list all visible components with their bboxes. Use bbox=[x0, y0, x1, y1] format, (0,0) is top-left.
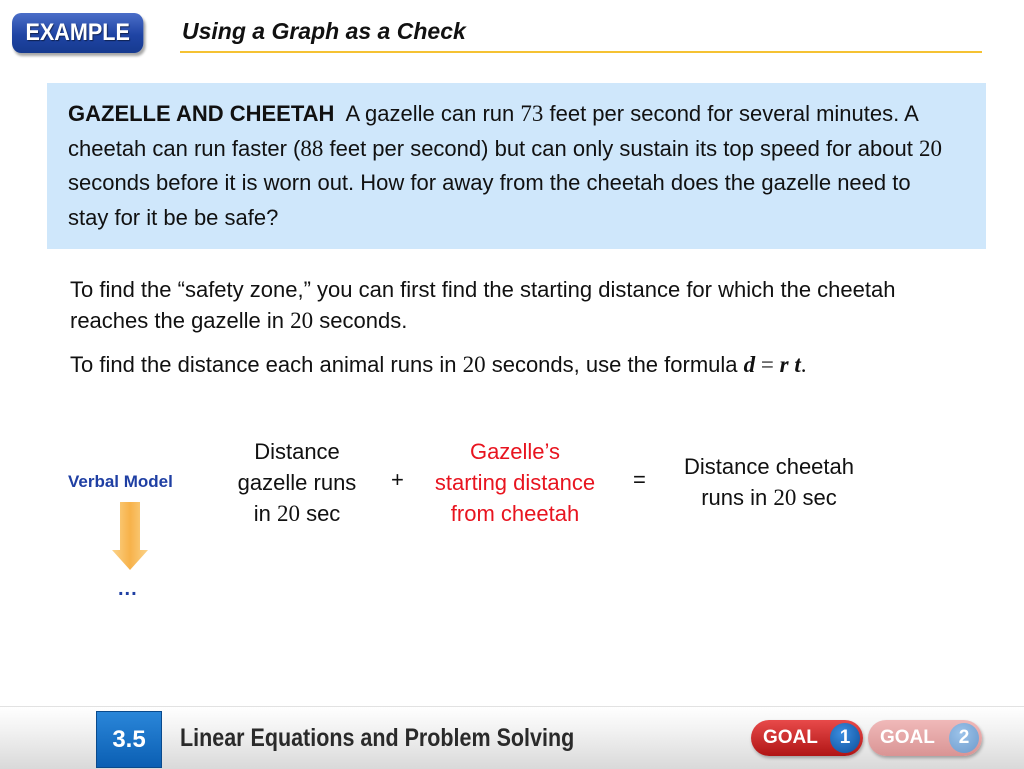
term-gazelle-distance bbox=[222, 436, 372, 529]
formula-equals: = bbox=[760, 352, 774, 377]
term-3-sec: sec bbox=[802, 485, 837, 510]
section-number-badge: 3.5 bbox=[96, 711, 162, 768]
explanation-paragraph-1 bbox=[70, 274, 960, 336]
cheetah-duration: 20 bbox=[918, 135, 942, 161]
term-3-runs-in: runs in bbox=[701, 485, 768, 510]
problem-text-3: feet per second) but can only sustain its top speed for about bbox=[329, 135, 913, 161]
term-1-line-3 bbox=[222, 498, 372, 529]
goal-1-number: 1 bbox=[830, 723, 860, 753]
equals-operator: = bbox=[633, 467, 646, 492]
paragraph-1-number: 20 bbox=[290, 308, 314, 333]
term-2-line-3: from cheetah bbox=[450, 501, 580, 526]
term-1-in: in bbox=[253, 501, 271, 526]
problem-text-4: seconds before it is worn out. How for away from the cheetah does the gazelle need to stay for it be be safe? bbox=[68, 170, 911, 230]
problem-text-1: A gazelle can run bbox=[345, 101, 515, 126]
problem-lead: GAZELLE AND CHEETAH bbox=[68, 101, 335, 126]
goal-2-button[interactable] bbox=[868, 720, 982, 756]
term-1-line-1: Distance bbox=[254, 439, 340, 464]
paragraph-1-text: To find the “safety zone,” you can first find the starting distance for which the cheetah reaches the gazelle in bbox=[70, 277, 896, 333]
formula bbox=[744, 352, 807, 377]
problem-statement bbox=[68, 97, 948, 235]
term-3-line-1: Distance cheetah bbox=[684, 454, 854, 479]
term-2-line-1: Gazelle’s bbox=[469, 439, 561, 464]
paragraph-2-mid: seconds, use the formula bbox=[491, 352, 738, 377]
paragraph-2-text: To find the distance each animal runs in bbox=[70, 352, 457, 377]
problem-text-2: feet per second for several minutes. A cheetah can run faster ( bbox=[68, 101, 918, 161]
formula-d: d bbox=[743, 352, 756, 377]
goal-1-button[interactable] bbox=[751, 720, 863, 756]
formula-period: . bbox=[800, 352, 807, 377]
lesson-title: Linear Equations and Problem Solving bbox=[180, 724, 575, 752]
verbal-model-label: Verbal Model bbox=[68, 472, 173, 491]
example-badge: EXAMPLE bbox=[12, 13, 143, 53]
cheetah-speed: 88 bbox=[300, 135, 324, 161]
term-3-line-2 bbox=[664, 482, 874, 513]
term-1-line-2: gazelle runs bbox=[237, 470, 357, 495]
term-1-number: 20 bbox=[276, 501, 300, 526]
paragraph-1-end: seconds. bbox=[319, 308, 408, 333]
goal-2-number: 2 bbox=[949, 723, 979, 753]
term-1-sec: sec bbox=[306, 501, 341, 526]
paragraph-2-number: 20 bbox=[462, 352, 486, 377]
term-starting-distance bbox=[418, 436, 612, 529]
example-title: Using a Graph as a Check bbox=[182, 18, 466, 44]
term-cheetah-distance bbox=[664, 451, 874, 513]
header-divider bbox=[180, 51, 982, 53]
down-arrow-icon bbox=[112, 502, 148, 570]
formula-rt: r t bbox=[779, 352, 801, 377]
explanation-paragraph-2 bbox=[70, 349, 960, 380]
term-2-line-2: starting distance bbox=[434, 470, 596, 495]
plus-operator: + bbox=[391, 467, 404, 492]
goal-2-label: GOAL bbox=[880, 727, 935, 748]
ellipsis: ... bbox=[118, 578, 138, 600]
goal-1-label: GOAL bbox=[763, 727, 818, 748]
gazelle-speed: 73 bbox=[520, 101, 544, 126]
term-3-number: 20 bbox=[773, 485, 797, 510]
